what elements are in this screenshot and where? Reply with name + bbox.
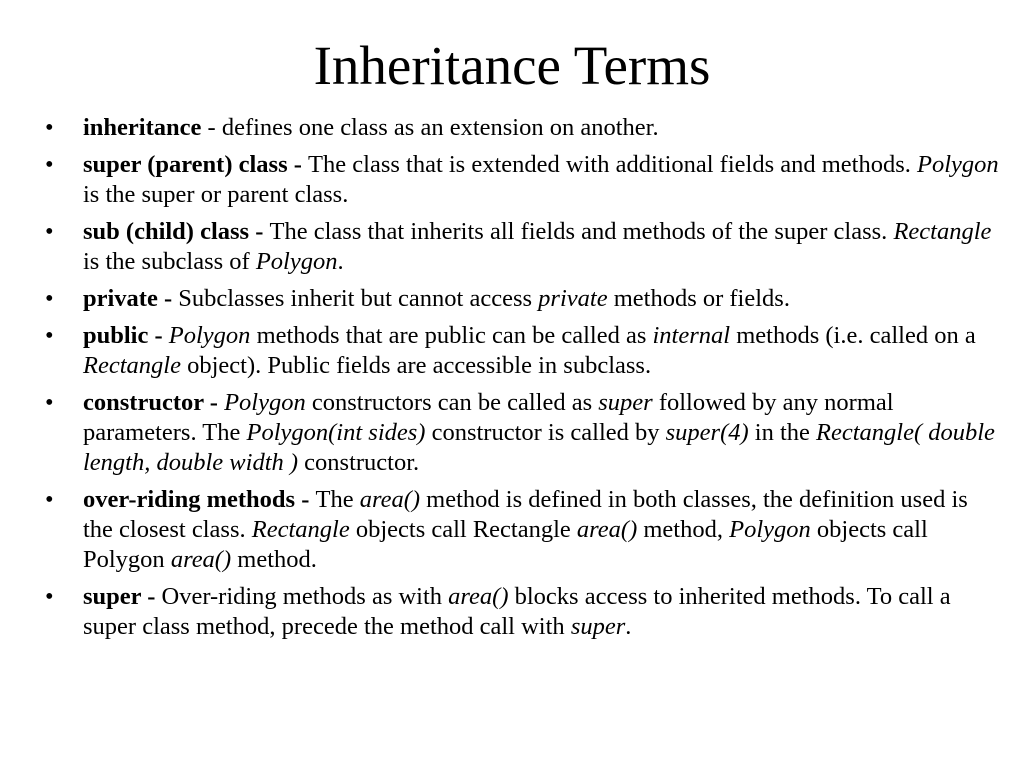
bullet-emphasis: super(4) <box>665 419 749 446</box>
bullet-text: is the super or parent class. <box>83 181 349 208</box>
bullet-dot-icon: • <box>45 486 54 513</box>
bullet-text: in the <box>748 419 817 446</box>
bullet-text: . <box>625 613 632 640</box>
bullet-dot-icon: • <box>45 285 54 312</box>
bullet-item <box>45 113 1003 143</box>
bullet-text: method is defined in both classes, the definition used is the closest class. <box>83 486 968 543</box>
bullet-term: constructor - <box>83 389 225 416</box>
bullet-emphasis: area() <box>170 546 232 573</box>
bullet-item <box>45 150 1003 210</box>
bullet-text: constructor is called by <box>425 419 666 446</box>
bullet-emphasis: Polygon <box>168 322 251 349</box>
bullet-text: Subclasses inherit but cannot access <box>178 285 539 312</box>
bullet-term: private - <box>83 285 179 312</box>
bullet-term: super (parent) class - <box>83 151 309 178</box>
bullet-text: constructors can be called as <box>305 389 599 416</box>
bullet-text: constructor. <box>298 449 420 476</box>
bullet-term: public - <box>83 322 169 349</box>
bullet-text: object). Public fields are accessible in subclass. <box>180 352 652 379</box>
bullet-emphasis: super <box>598 389 653 416</box>
bullet-term: inheritance <box>83 114 202 141</box>
bullet-text: - defines one class as an extension on another. <box>201 114 659 141</box>
bullet-dot-icon: • <box>45 583 54 610</box>
bullet-term: over-riding methods - <box>83 486 316 513</box>
bullet-text: methods that are public can be called as <box>250 322 653 349</box>
bullet-dot-icon: • <box>45 151 54 178</box>
bullet-emphasis: Polygon(int sides) <box>246 419 426 446</box>
bullet-text: The class that inherits all fields and methods of the super class. <box>269 218 894 245</box>
bullet-item <box>45 582 1003 642</box>
bullet-emphasis: Polygon <box>255 248 338 275</box>
bullet-text: followed by any normal parameters. The <box>83 389 894 446</box>
bullet-emphasis: area() <box>359 486 421 513</box>
bullet-list <box>45 113 1003 649</box>
bullet-item <box>45 485 1003 575</box>
bullet-text: objects call Polygon <box>83 516 928 573</box>
bullet-dot-icon: • <box>45 218 54 245</box>
bullet-text: objects call Rectangle <box>349 516 577 543</box>
bullet-emphasis: Polygon <box>224 389 306 416</box>
bullet-text: Over-riding methods as with <box>161 583 449 610</box>
bullet-emphasis: Polygon <box>917 151 999 178</box>
bullet-item <box>45 321 1003 381</box>
bullet-emphasis: area() <box>448 583 509 610</box>
bullet-emphasis: Rectangle <box>251 516 350 543</box>
bullet-term: super - <box>83 583 162 610</box>
bullet-emphasis: Rectangle <box>893 218 992 245</box>
bullet-text: The <box>315 486 360 513</box>
bullet-text: is the subclass of <box>83 248 256 275</box>
bullet-emphasis: Rectangle <box>83 352 181 379</box>
bullet-text: methods (i.e. called on a <box>730 322 976 349</box>
bullet-item <box>45 217 1003 277</box>
bullet-item <box>45 284 1003 314</box>
bullet-emphasis: Rectangle( double length, double width ) <box>83 419 995 476</box>
bullet-text: method. <box>231 546 317 573</box>
slide-title: Inheritance Terms <box>313 35 711 96</box>
bullet-dot-icon: • <box>45 114 54 141</box>
bullet-text: . <box>337 248 344 275</box>
bullet-text: methods or fields. <box>607 285 790 312</box>
bullet-term: sub (child) class - <box>83 218 270 245</box>
bullet-item <box>45 388 1003 478</box>
bullet-text: The class that is extended with additional fields and methods. <box>308 151 918 178</box>
bullet-text: method, <box>637 516 730 543</box>
bullet-dot-icon: • <box>45 389 54 416</box>
bullet-emphasis: private <box>538 285 608 312</box>
bullet-text: blocks access to inherited methods. To call a super class method, precede the method call with <box>83 583 951 640</box>
bullet-emphasis: internal <box>652 322 731 349</box>
bullet-emphasis: super <box>570 613 626 640</box>
bullet-dot-icon: • <box>45 322 54 349</box>
bullet-emphasis: Polygon <box>729 516 811 543</box>
bullet-emphasis: area() <box>576 516 638 543</box>
